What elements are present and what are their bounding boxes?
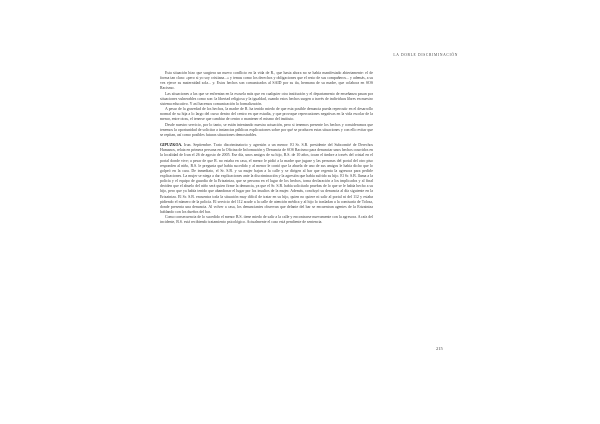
page-number: 215 [436, 346, 443, 351]
paragraph: Como consecuencia de lo sucedido el menor B.S. tiene miedo de salir a la calle y encontrarse nuevamente con la agresora. A raíz del incidente, B.S. está recibiendo tratamiento psicológico. Actualmente el caso está pendiente de sentencia. [160, 215, 373, 225]
running-head: LA DOBLE DISCRIMINACIÓN [393, 53, 458, 57]
paragraph: Desde nuestro servicio, por lo tanto, se están intentando nuestra actuación, pero si tenemos presente los hechos y consideramos que tenemos la oportunidad de solicitar a instancias públicas explicaciones sobre por qué se producen estas situaciones y con ello evitar que se repitan, así como posibles futuras situaciones demostrables. [160, 122, 373, 137]
paragraph: A pesar de la gravedad de los hechos, la madre de R. ha tenido miedo de que esta posible denuncia pueda repercutir en el desarrollo normal de su hija a lo largo del curso dentro del centro en que estudia, y que provoque repercusiones negativas en la vida escolar de la menor, entre otras, el tenerse que cambiar de centro o mantener el mismo del instituto. [160, 107, 373, 122]
paragraph-text: Irun. Septiembre. Trato discriminatorio y agresión a un menor: El Sr. S.B. presidente del Subcomité de Derechos Humanos, relata en primera persona en la Oficina de Información y Denuncia de SOS Racismo para denunciar unos hechos ocurridos en la localidad de Irun el 26 de agosto de 2005. Ese día, unos amigos de su hijo, B.S. de 10 años, tocan el timbre a través del cristal en el portal donde vive; a pesar de que R. no estaba en casa, el menor le pidió a la madre que jugase y las personas del portal del otro piso responden al niño, B.S. le pregunta qué había sucedido y al menor le contó que la abuela de uno de sus amigos le había dicho que lo golpeó en la cara. De inmediato, el Sr. S.B. y su mujer bajan a la calle y se dirigen al bar que regenta la agresora para pedirle explicaciones. La mujer se niega a dar explicaciones ante la discriminación y la agresión que había sufrido su hijo. El Sr. S.B. llama a la policía y el equipo de guardia de la Ertzaintza, que se persona en el lugar de los hechos, toma declaración a los implicados y al final deciden que el abuelo del niño será quien firme la denuncia, ya que el Sr. S.B. había solicitado pruebas de lo que se le había hecho a su hijo, pero que ya había tenido que abandonar el lugar por los insultos de la mujer. Además, concluyó su denuncia al día siguiente en la Ertzaintza. El Sr. S.B. encuentra toda la situación muy difícil de tratar en su hijo, quien no quiere ni salir al portal ni del 112 y estaba pidiendo el número de la policía. El servicio del 112 acude a la calle de atención médica y al hijo lo trasladan a la comisaría de Tolosa, donde presenta una denuncia. Al volver a casa, los denunciantes observan que delante del bar se encuentran agentes de la Ertzaintza hablando con los dueños del bar. [160, 143, 373, 215]
paragraph: Esta situación hizo que surgiera un nuevo conflicto en la vida de R., que hasta ahora no se había manifestado abiertamente: el de forma tan clara: «pero si yo soy cristiana...» y temas como los derechos y obligaciones que el resto de sus compañeros... y además, a su vez ejerce su maternidad sola... y. Estos hechos son comunicados al SAID por su tía, hermana de su madre, que colabora en SOS Racismo. [160, 71, 373, 91]
paragraph-gipuzkoa [160, 143, 373, 215]
body-text [160, 71, 373, 226]
region-heading: GIPUZKOA. [160, 143, 183, 148]
paragraph: Las situaciones a las que se enfrentan en la escuela más que en cualquier otra institución y el departamento de enseñanza pasan por situaciones vulnerables como son: la libertad religiosa y la igualdad, cuando estos hechos surgen a través de individuos libres en nuestro sistema educativo. Y así hacemos comunicación la formalización. [160, 91, 373, 106]
